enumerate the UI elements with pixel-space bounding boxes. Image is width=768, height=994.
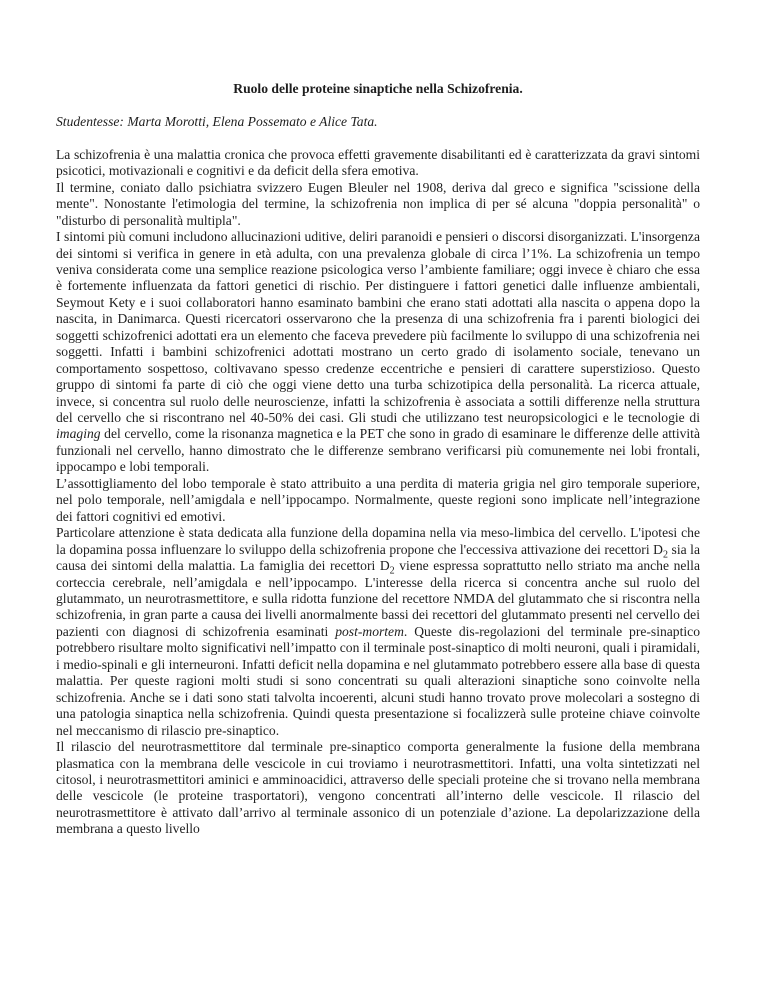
text-run: . Queste dis-regolazioni del terminale pre-sinaptico potrebbero risultare molto significativi nell’impatto con il terminale post-sinaptico di molti neuroni, quali i piramidali, i medio-spinali e gli interneuroni. Infatti deficit nella dopamina e nel glutammato potrebbero essere alla base di questa malattia. Per queste ragioni molti studi si sono concentrati su quali alterazioni sinaptiche sono coinvolte nella schizofrenia. Anche se i dati sono stati talvolta incoerenti, alcuni studi hanno trovato prove molecolari a sostegno di una patologia sinaptica nella schizofrenia. Quindi questa presentazione si focalizzerà sulle proteine chiave coinvolte nel meccanismo di rilascio pre-sinaptico. — [56, 623, 700, 738]
paragraph — [56, 180, 700, 229]
text-run: I sintomi più comuni includono allucinazioni uditive, deliri paranoidi e pensieri o discorsi disorganizzati. L'insorgenza dei sintomi si verifica in genere in età adulta, con una prevalenza globale di circa l’1%. La schizofrenia un tempo veniva considerata come una semplice reazione psicologica verso l’ambiente familiare; oggi invece è chiaro che essa è fortemente influenzata da fattori genetici di rischio. Per distinguere i fattori genetici dalle influenze ambientali, Seymout Kety e i suoi collaboratori hanno esaminato bambini che erano stati adottati alla nascita o appena dopo la nascita, in Danimarca. Questi ricercatori osservarono che la presenza di una schizofrenia fra i parenti biologici dei soggetti schizofrenici adottati era un elemento che faceva prevedere più facilmente lo sviluppo di una schizofrenia nei soggetti. Infatti i bambini schizofrenici adottati mostrano un certo grado di isolamento sociale, tenevano un comportamento sospettoso, coltivavano spesso credenze eccentriche e pensieri di carattere superstizioso. Questo gruppo di sintomi fa parte di ciò che oggi viene detto una turba schizotipica della personalità. La ricerca attuale, invece, si concentra sul ruolo delle neuroscienze, infatti la schizofrenia è associata a sottili differenze nella struttura del cervello che si riscontrano nel 40-50% dei casi. Gli studi che utilizzano test neuropsicologici e le tecnologie di — [56, 229, 700, 426]
text-run: L’assottigliamento del lobo temporale è stato attribuito a una perdita di materia grigia nel giro temporale superiore, nel polo temporale, nell’amigdala e nell’ippocampo. Normalmente, queste regioni sono implicate nell’integrazione dei fattori cognitivi ed emotivi. — [56, 475, 700, 524]
paragraph — [56, 476, 700, 525]
italic-text: imaging — [56, 426, 101, 442]
subscript-text: 2 — [662, 549, 668, 561]
paragraph — [56, 525, 700, 739]
subscript-text: 2 — [389, 565, 395, 577]
text-run: viene espressa soprattutto nello striato ma anche nella corteccia cerebrale, nell’amigdala e nell’ippocampo. L'interesse della ricerca si concentra anche sul ruolo del glutammato, un neurotrasmettitore, e sulla ridotta funzione del recettore NMDA del glutammato che si riscontra nella schizofrenia, in gran parte a causa dei livelli anormalmente bassi dei recettori del glutammato presenti nel cervello dei pazienti con diagnosi di schizofrenia esaminati — [56, 558, 700, 639]
text-run: Particolare attenzione è stata dedicata alla funzione della dopamina nella via meso-limbica del cervello. L'ipotesi che la dopamina possa influenzare lo sviluppo della schizofrenia propone che l'eccessiva attivazione dei recettori D — [56, 525, 700, 557]
paragraph — [56, 229, 700, 476]
text-run: Il termine, coniato dallo psichiatra svizzero Eugen Bleuler nel 1908, deriva dal greco e significa "scissione della mente". Nonostante l'etimologia del termine, la schizofrenia non implica di per sé alcuna "doppia personalità" o "disturbo di personalità multipla". — [56, 179, 700, 228]
text-run: sia la causa dei sintomi della malattia. La famiglia dei recettori D — [56, 541, 700, 574]
paragraph — [56, 739, 700, 838]
document-body — [56, 147, 700, 838]
document-title: Ruolo delle proteine sinaptiche nella Schizofrenia. — [233, 81, 523, 96]
italic-text: post-mortem — [335, 623, 404, 639]
text-run: La schizofrenia è una malattia cronica che provoca effetti gravemente disabilitanti ed è caratterizzata da gravi sintomi psicotici, motivazionali e cognitivi e da deficit della sfera emotiva. — [56, 146, 700, 179]
paragraph — [56, 147, 700, 180]
text-run: Il rilascio del neurotrasmettitore dal terminale pre-sinaptico comporta generalmente la fusione della membrana plasmatica con la membrana delle vescicole in cui troviamo i neurotrasmettitori. Infatti, una volta sintetizzati nel citosol, i neurotrasmettitori aminici e amminoacidici, attraverso delle speciali proteine che si trovano nella membrana delle vescicole (le proteine trasportatori), vengono concentrati all’interno delle vescicole. Il rilascio del neurotrasmettitore è attivato dall’arrivo al terminale assonico di un potenziale d’azione. La depolarizzazione della membrana a questo livello — [56, 739, 700, 837]
document-byline: Studentesse: Marta Morotti, Elena Possemato e Alice Tata. — [56, 113, 378, 129]
text-run: del cervello, come la risonanza magnetica e la PET che sono in grado di esaminare le differenze delle attività funzionali nel cervello, hanno dimostrato che le differenze sembrano verificarsi più comunemente nei lobi frontali, ippocampo e lobi temporali. — [56, 426, 700, 475]
